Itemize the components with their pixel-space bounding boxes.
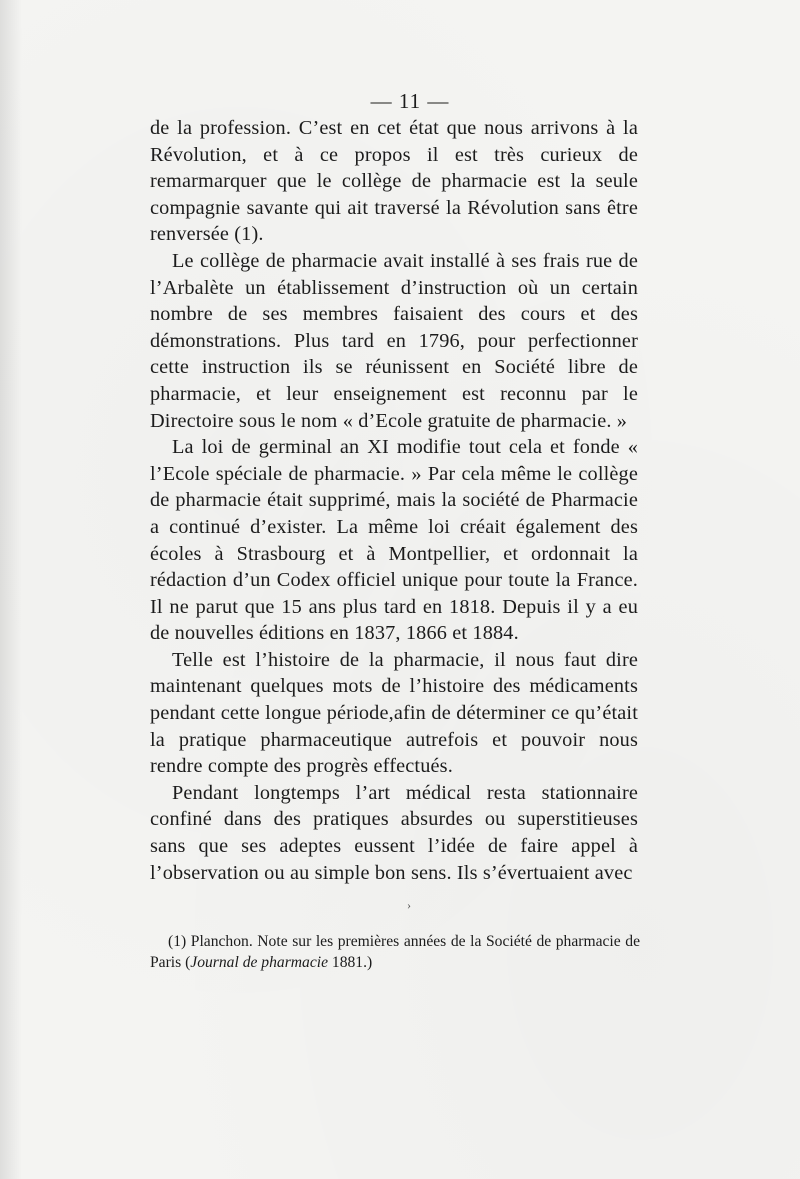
paragraph-2: Le collège de pharmacie avait installé à ses frais rue de l’Arbalète un établissement d’instruction où un certain nombre de ses membres faisaient des cours et des démonstrations. Plus tard en 1796, pour perfectionner cette instruction ils se réunissent en Société libre de pharmacie, et leur enseignement est reconnu par le Directoire sous le nom « d’Ecole gratuite de pharmacie. » xyxy=(150,249,638,432)
page-number: — 11 — xyxy=(370,89,450,113)
paragraph-3: La loi de germinal an XI modifie tout cela et fonde « l’Ecole spéciale de pharmacie. » Par cela même le collège de pharmacie était supprimé, mais la société de Pharmacie a continué d’exister. La même loi créait également des écoles à Strasbourg et à Montpellier, et ordonnait la rédaction d’un Codex officiel unique pour toute la France. Il ne parut que 15 ans plus tard en 1818. Depuis il y a eu de nouvelles éditions en 1837, 1866 et 1884. xyxy=(150,436,638,645)
paragraph-4: Telle est l’histoire de la pharmacie, il nous faut dire maintenant quelques mots de l’histoire des médicaments pendant cette longue période,afin de déterminer ce qu’était la pratique pharmaceutique autrefois et pouvoir nous rendre compte des progrès effectués. xyxy=(150,648,638,778)
ornament-mark: › xyxy=(407,898,411,912)
footnote-text-after: 1881.) xyxy=(328,954,373,971)
footnote xyxy=(150,931,640,973)
footnote-text-before: Planchon. Note sur les premières années de la Société de pharmacie de Paris ( xyxy=(150,933,640,971)
body-text xyxy=(150,115,638,886)
footnote-journal-title: Journal de pharmacie xyxy=(190,954,328,971)
page-edge-shadow xyxy=(0,0,22,1179)
paragraph-5: Pendant longtemps l’art médical resta stationnaire confiné dans des pratiques absurdes ou superstitieuses sans que ses adeptes eussent l’idée de faire appel à l’observation ou au simple bon sens. Ils s’évertuaient avec xyxy=(150,781,638,884)
footnote-marker: (1) xyxy=(168,933,191,950)
paragraph-1: de la profession. C’est en cet état que nous arrivons à la Révolution, et à ce propos il est très curieux de remarmarquer que le collège de pharmacie est la seule compagnie savante qui ait traversé la Révolution sans être renversée (1). xyxy=(150,117,638,246)
